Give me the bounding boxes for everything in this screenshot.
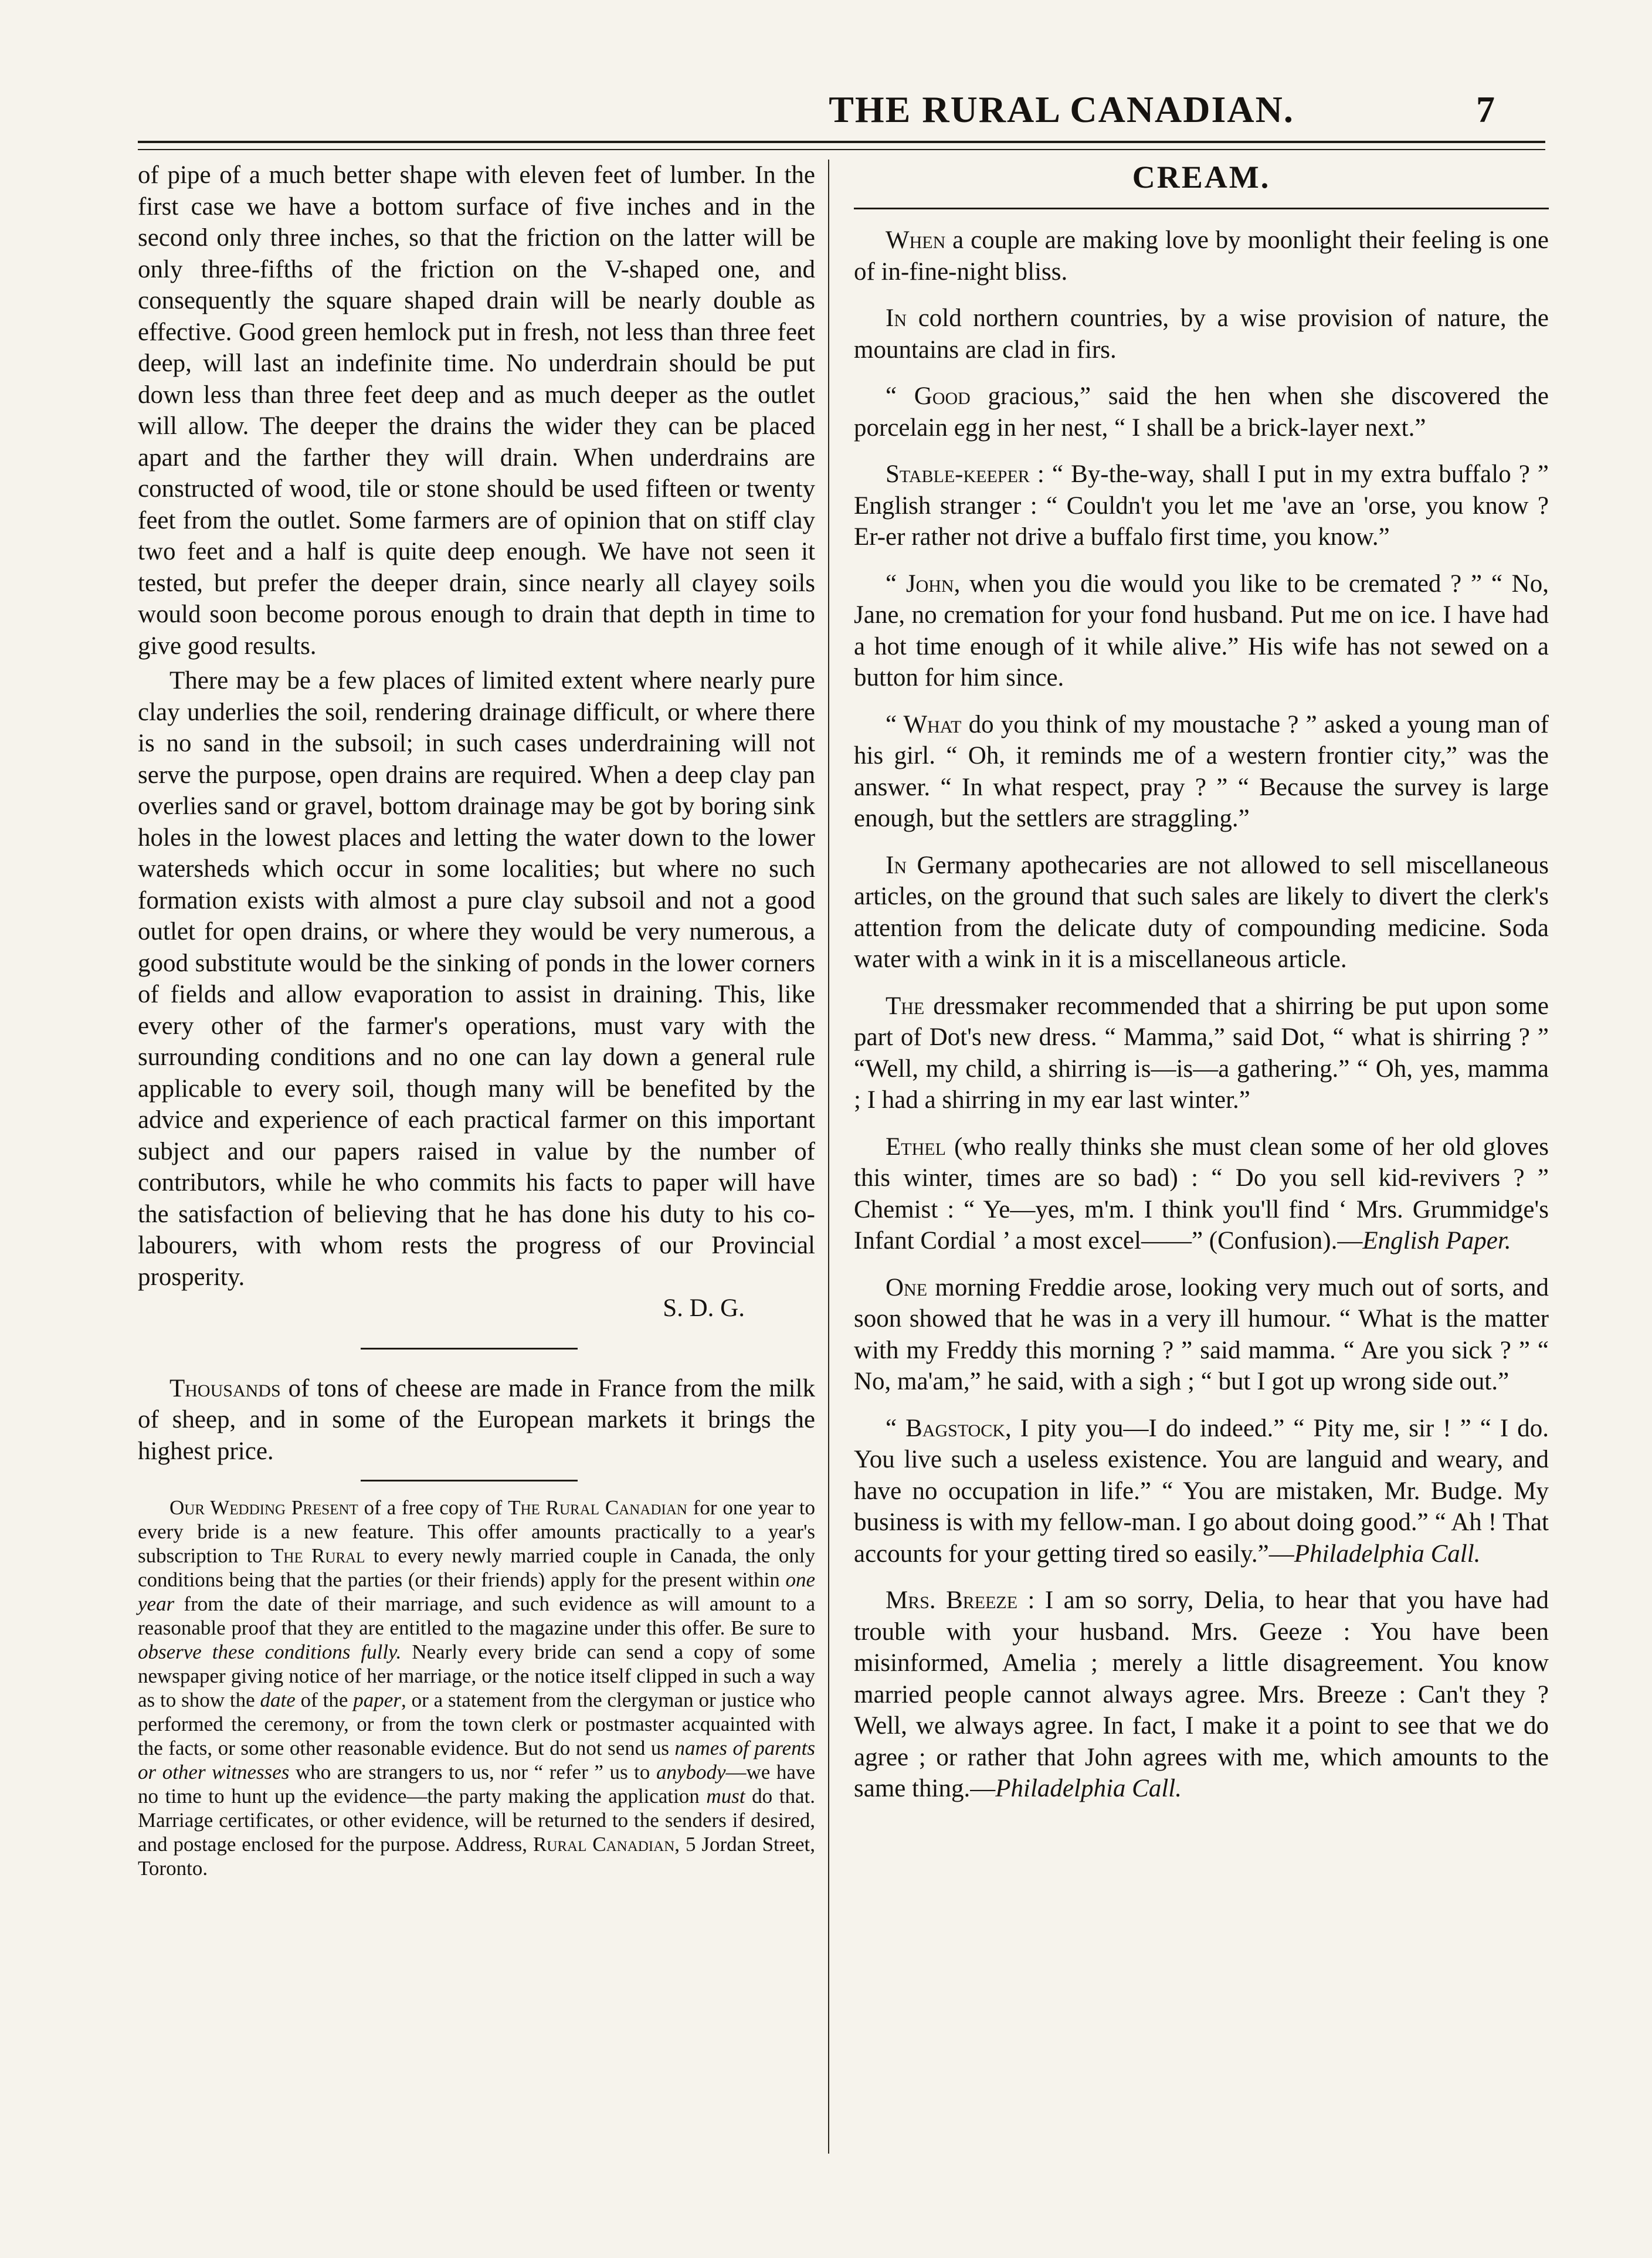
cream-item-text: a couple are making love by moonlight their feeling is one of in-fine-night bliss. — [854, 226, 1549, 286]
cream-item — [854, 459, 1549, 553]
section-title: CREAM. — [1132, 160, 1271, 195]
cream-item-source: English Paper. — [1362, 1227, 1511, 1255]
cream-item — [854, 1413, 1549, 1570]
cream-item-lead: Mrs. Breeze : — [886, 1586, 1035, 1614]
cream-item-text: “ By-the-way, shall I put in my extra buffalo ? ” English stranger : “ Couldn't you let me 'ave an 'orse, you know ? Er-er rather not drive a buffalo first time, you know.” — [854, 460, 1549, 551]
cream-item-text: when you die would you like to be cremated ? ” “ No, Jane, no cremation for your fond husband. Put me on ice. I have had a hot time enough of it while alive.” His wife has not sewed on a button for him since. — [854, 569, 1549, 691]
title-rule — [854, 208, 1549, 209]
cream-item-lead: In — [886, 304, 907, 332]
cream-item-lead: Stable-keeper : — [886, 460, 1044, 488]
notice-address: , 5 Jordan Street, Toronto. — [138, 1833, 815, 1880]
notice-emphasis: anybody — [656, 1761, 726, 1784]
cream-item-source: Philadelphia Call. — [1294, 1540, 1481, 1568]
cream-item — [854, 303, 1549, 365]
notice-publication-name: Rural Canadian — [532, 1833, 675, 1856]
cream-item — [854, 1585, 1549, 1805]
notice-text: from the date of their marriage, and such evidence as will amount to a reasonable proof that they are entitled to the magazine under this offer. Be sure to — [138, 1592, 815, 1639]
wedding-present-notice — [138, 1496, 815, 1880]
cream-item-lead: One — [886, 1273, 928, 1301]
signature-line — [138, 1293, 815, 1324]
cream-item-text: dressmaker recommended that a shirring be put upon some part of Dot's new dress. “ Mamma,” said Dot, “ what is shirring ? ” “Well, my child, a shirring is—is—a gathering.” “ Oh, yes, mamma ; I had a shirring in my ear last winter.” — [854, 992, 1549, 1114]
header-rule-thin — [138, 149, 1545, 150]
notice-divider — [361, 1480, 578, 1481]
notice-text: do that. Marriage certificates, or other evidence, will be returned to the senders if desired, and postage enclosed for the purpose. Address, — [138, 1785, 816, 1856]
notice-text: —we have no time to hunt up the evidence—the party making the application — [138, 1761, 815, 1808]
notice-publication-name: The Rural Canadian — [508, 1496, 687, 1519]
section-divider — [361, 1348, 578, 1350]
notice-text: of a free copy of — [358, 1496, 508, 1519]
notice-lead: Our Wedding Present — [169, 1496, 358, 1519]
cream-item — [854, 1272, 1549, 1398]
notice-emphasis: observe these conditions fully. — [138, 1640, 402, 1663]
page-number: 7 — [1476, 89, 1495, 130]
notice-emphasis: one year — [138, 1568, 815, 1615]
cream-item-text: I am so sorry, Delia, to hear that you have had trouble with your husband. Mrs. Geeze : You have been misinformed, Amelia ; merely a little disagreement. You know married people cannot always agree. Mrs. Breeze : Can't they ? Well, we always agree. In fact, I make it a point to see that we do agree ; or rather that John agrees with me, which amounts to the same thing.— — [854, 1586, 1549, 1802]
notice-text: to every newly married couple in Canada, the only conditions being that the parties (or their friends) apply for the present within — [138, 1544, 816, 1591]
cream-item-lead: “ Good — [886, 382, 971, 410]
cream-item-text: do you think of my moustache ? ” asked a young man of his girl. “ Oh, it reminds me of a western frontier city,” was the answer. “ In what respect, pray ? ” “ Because the survey is large enough, but the settlers are straggling.” — [854, 710, 1549, 832]
cream-item-text: Germany apothecaries are not allowed to sell miscellaneous articles, on the ground that such sales are likely to divert the clerk's attention from the delicate duty of compounding medicine. Soda water with a wink in it is a miscellaneous article. — [854, 851, 1549, 973]
notice-emphasis: paper — [353, 1689, 401, 1711]
notice-emphasis: names of parents or other witnesses — [138, 1737, 815, 1784]
cream-item-lead: When — [886, 226, 946, 254]
cream-item — [854, 225, 1549, 287]
column-divider — [828, 160, 829, 2154]
cream-item-text: I pity you—I do indeed.” “ Pity me, sir ! ” “ I do. You live such a useless existence. You are languid and weary, and have no occupation in life.” “ You are mistaken, Mr. Budge. My business is with my fellow-man. I go about doing good.” “ Ah ! That accounts for your getting tired so easily.”— — [854, 1414, 1549, 1568]
cream-item-text: (who really thinks she must clean some of her old gloves this winter, times are so bad) : “ Do you sell kid-revivers ? ” Chemist : “ Ye—yes, m'm. I think you'll find ‘ Mrs. Grummidge's Infant Cordial ’ a most excel——” (Confusion).— — [854, 1133, 1549, 1255]
cream-item — [854, 991, 1549, 1116]
cheese-paragraph — [138, 1373, 815, 1467]
header-rule — [138, 141, 1545, 143]
right-column — [854, 160, 1549, 1805]
notice-emphasis: must — [706, 1785, 745, 1808]
cream-item — [854, 568, 1549, 694]
notice-emphasis: date — [260, 1689, 296, 1711]
notice-text: of the — [295, 1689, 354, 1711]
cream-item-source: Philadelphia Call. — [995, 1775, 1182, 1802]
notice-text: , or a statement from the clergyman or justice who performed the ceremony, or from the town clerk or postmaster acquainted with the facts, or some other reasonable evidence. But do not send us — [138, 1689, 815, 1759]
notice-text: who are strangers to us, nor “ refer ” us to — [289, 1761, 656, 1784]
drainage-paragraph — [138, 665, 815, 1293]
cream-item-text: gracious,” said the hen when she discovered the porcelain egg in her nest, “ I shall be a brick-layer next.” — [854, 382, 1549, 442]
cream-item — [854, 850, 1549, 975]
running-head-title: THE RURAL CANADIAN. — [829, 89, 1294, 130]
cream-item — [854, 709, 1549, 835]
drainage-paragraph-continued: of pipe of a much better shape with eleven feet of lumber. In the first case we have a bottom surface of five inches and in the second only three inches, so that the friction on the latter will be only three-fifths of the friction on the V-shaped one, and consequently the square shaped drain will be nearly double as effective. Good green hemlock put in fresh, not less than three feet deep, will last an indefinite time. No underdrain should be put down less than three feet deep and as much deeper as the outlet will allow. The deeper the drains the wider they can be placed apart and the farther they will drain. When underdrains are constructed of wood, tile or stone should be used fifteen or twenty feet from the outlet. Some farmers are of opinion that on stiff clay two feet and a half is quite deep enough. We have not seen it tested, but prefer the deeper drain, since nearly all clayey soils would soon become porous enough to drain that depth in time to give good results. — [138, 161, 815, 660]
cream-item-text: morning Freddie arose, looking very much out of sorts, and soon showed that he was in a very ill humour. “ What is the matter with my Freddy this morning ? ” said mamma. “ Are you sick ? ” “ No, ma'am,” he said, with a sigh ; “ but I got up wrong side out.” — [854, 1273, 1549, 1395]
cream-item-lead: “ What — [886, 710, 962, 738]
drainage-paragraph-text: There may be a few places of limited extent where nearly pure clay underlies the soil, rendering drainage difficult, or where there is no sand in the subsoil; in such cases underdraining will not serve the purpose, open drains are required. When a deep clay pan overlies sand or gravel, bottom drainage may be got by boring sink holes in the lowest places and letting the water down to the lower watersheds which occur in some localities; but where no such formation exists with almost a pure clay subsoil and not a good outlet for open drains, or where they would be very numerous, a good substitute would be the sinking of ponds in the lower corners of fields and allow evaporation to assist in draining. This, like every other of the farmer's operations, must vary with the surrounding conditions and no one can lay down a general rule applicable to every soil, though many will be benefited by the advice and experience of each practical farmer on this important subject and our papers raised in value by the number of contributors, while he who commits his facts to paper will have the satisfaction of believing that he has done his duty to his co-labourers, with whom rests the progress of our Provincial prosperity. — [138, 667, 815, 1291]
cream-item-lead: In — [886, 851, 907, 879]
notice-publication-name: The Rural — [271, 1544, 365, 1567]
notice-text: Nearly every bride can send a copy of some newspaper giving notice of her marriage, or the notice itself clipped in such a way as to show the — [138, 1640, 815, 1711]
cream-item-lead: The — [886, 992, 925, 1020]
cream-item-lead: “ Bagstock, — [886, 1414, 1012, 1442]
left-column — [138, 160, 815, 1880]
cream-items-list — [854, 225, 1549, 1805]
author-signature: S. D. G. — [663, 1294, 745, 1322]
cheese-text: of tons of cheese are made in France from the milk of sheep, and in some of the European markets it brings the highest price. — [138, 1374, 815, 1465]
cream-item-lead: Ethel — [886, 1133, 946, 1161]
cream-item-lead: “ John, — [886, 569, 961, 598]
notice-text: for one year to every bride is a new feature. This offer amounts practically to a year's subscription to — [138, 1496, 816, 1567]
cream-item — [854, 1131, 1549, 1257]
cheese-lead-word: Thousands — [169, 1374, 281, 1402]
cream-item — [854, 381, 1549, 443]
cream-item-text: cold northern countries, by a wise provision of nature, the mountains are clad in firs. — [854, 304, 1549, 364]
